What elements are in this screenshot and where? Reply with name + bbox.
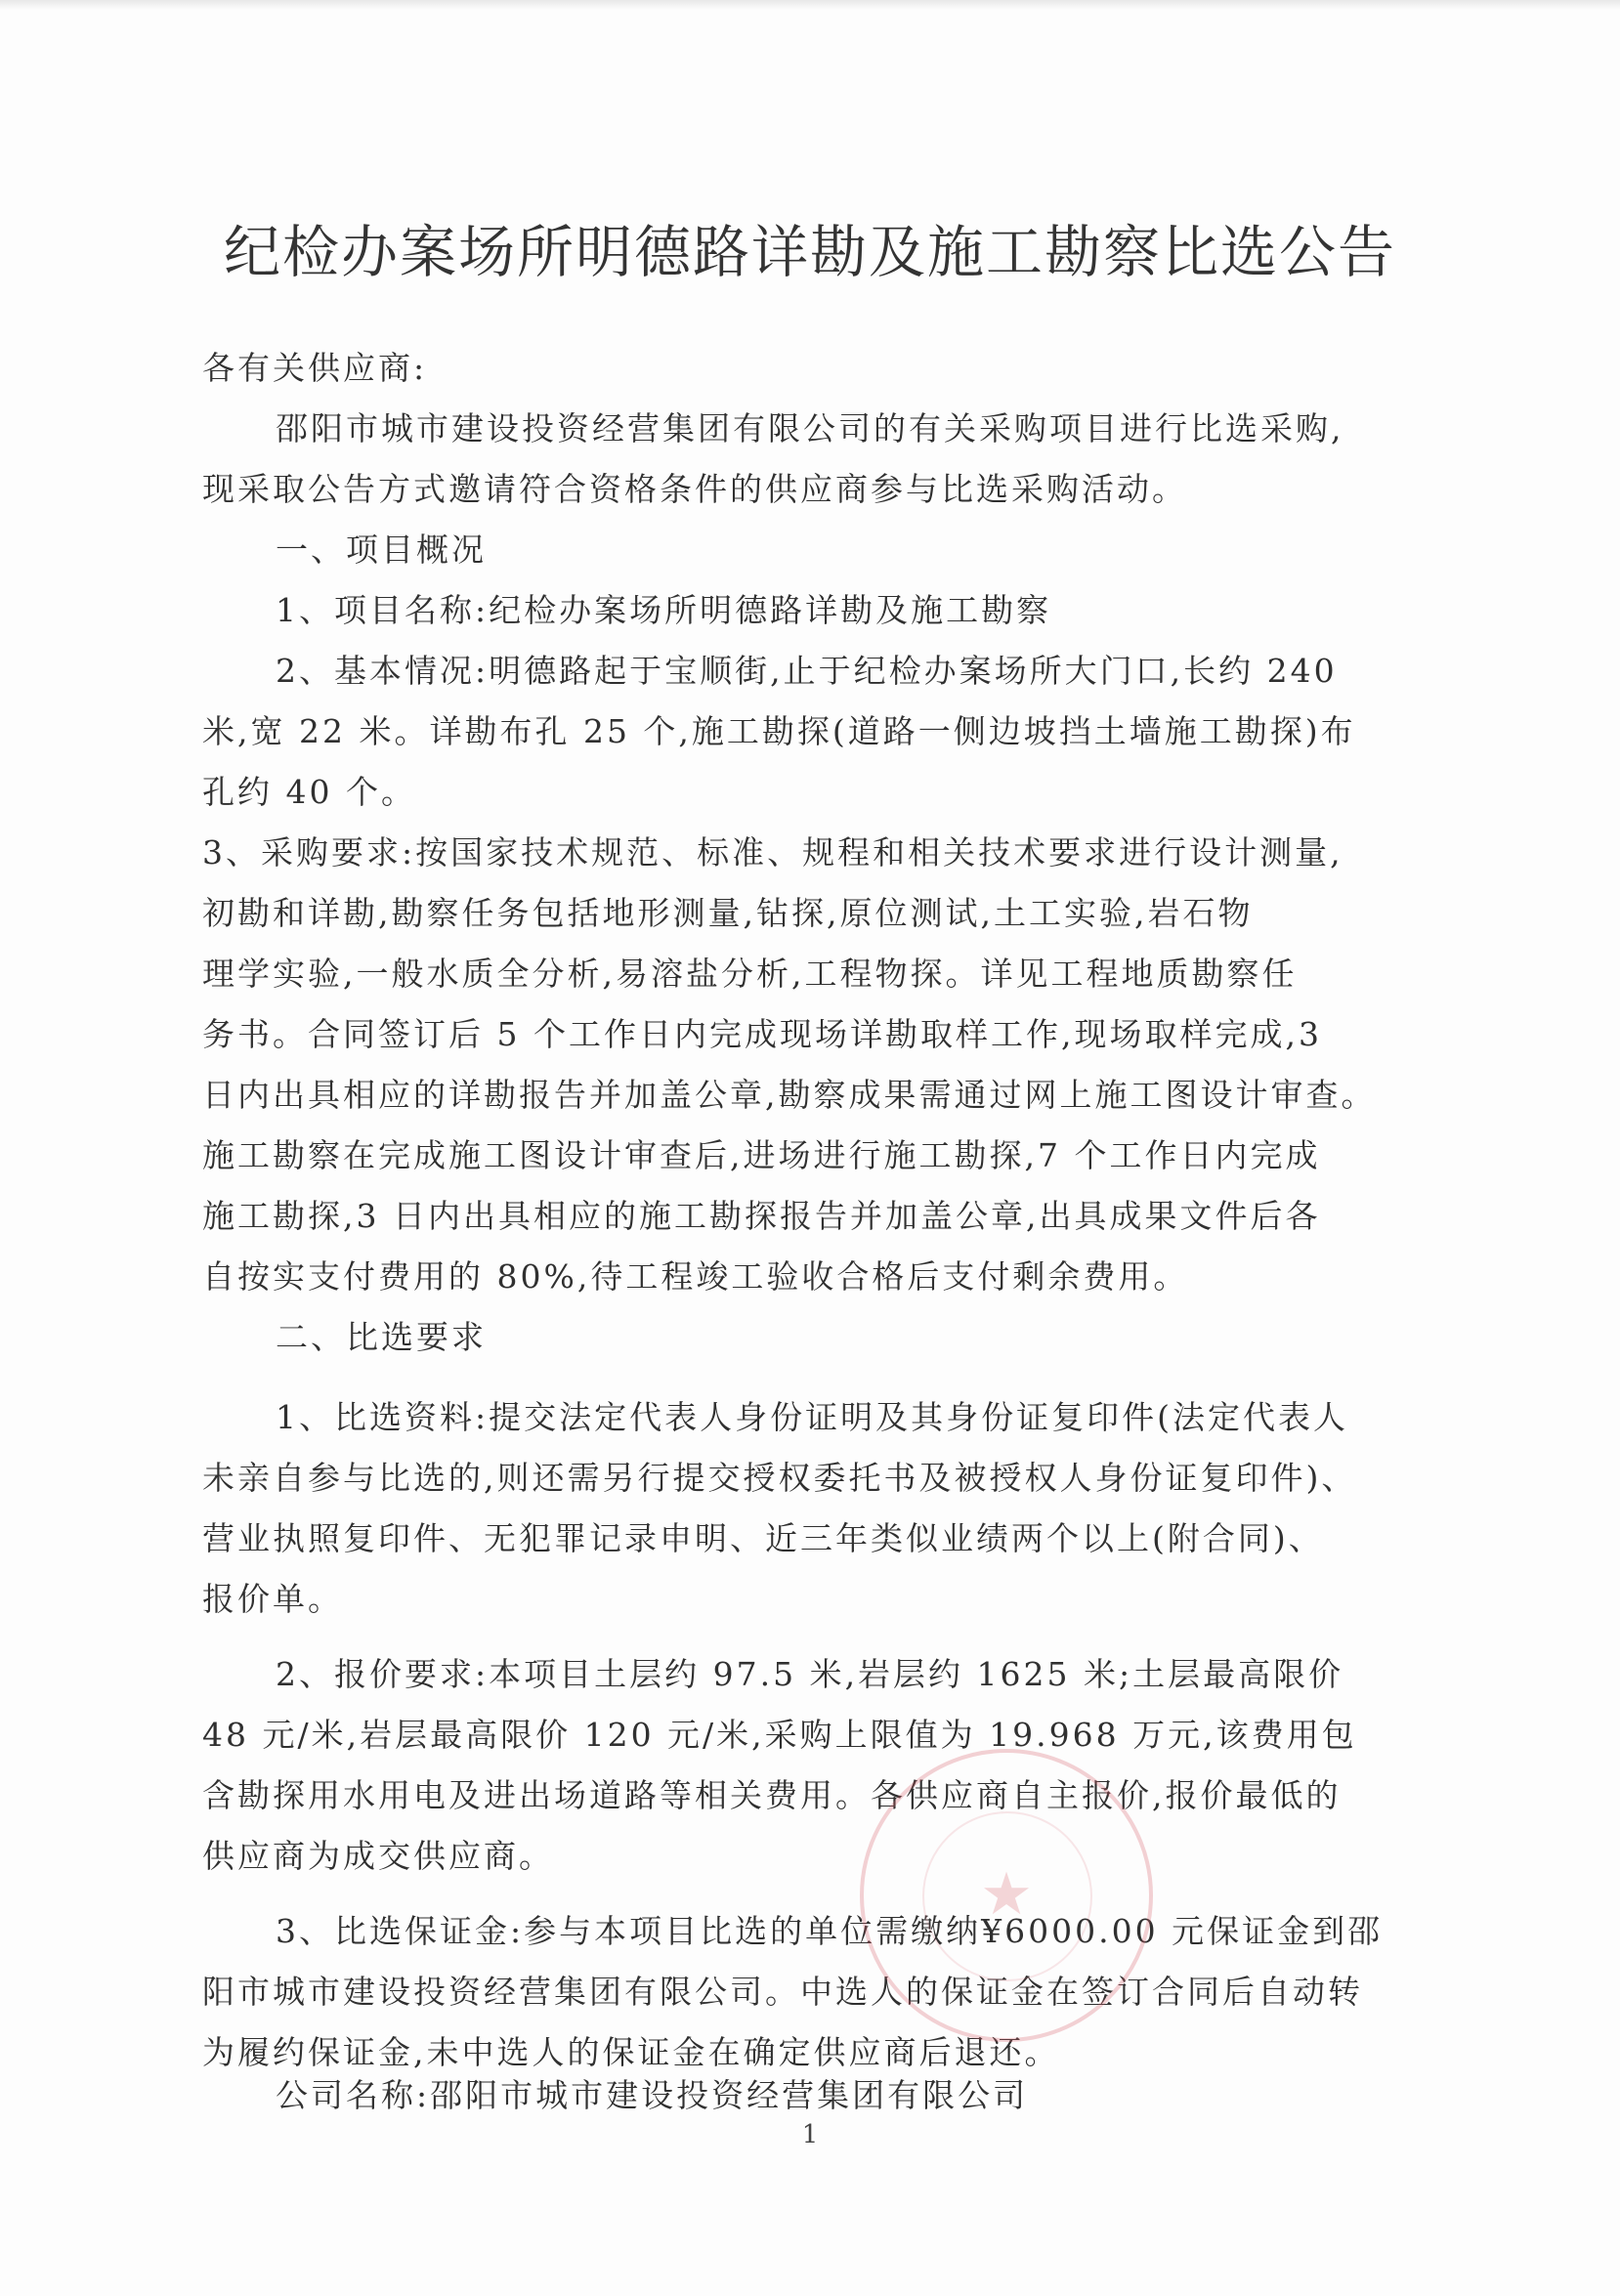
scan-edge bbox=[0, 0, 1620, 10]
project-item: 米,宽 22 米。详勘布孔 25 个,施工勘探(道路一侧边坡挡土墙施工勘探)布 bbox=[202, 712, 1356, 750]
project-item: 务书。合同签订后 5 个工作日内完成现场详勘取样工作,现场取样完成,3 bbox=[202, 1015, 1322, 1053]
document-title: 纪检办案场所明德路详勘及施工勘察比选公告 bbox=[223, 219, 1396, 285]
requirement-item: 3、比选保证金:参与本项目比选的单位需缴纳¥6000.00 元保证金到邵 bbox=[276, 1912, 1384, 1950]
requirement-item: 2、报价要求:本项目土层约 97.5 米,岩层约 1625 米;土层最高限价 bbox=[276, 1655, 1344, 1693]
project-item: 3、采购要求:按国家技术规范、标准、规程和相关技术要求进行设计测量, bbox=[202, 833, 1343, 872]
requirement-item: 未亲自参与比选的,则还需另行提交授权委托书及被授权人身份证复印件)、 bbox=[202, 1459, 1357, 1497]
requirement-item: 为履约保证金,未中选人的保证金在确定供应商后退还。 bbox=[202, 2033, 1060, 2071]
requirement-item: 营业执照复印件、无犯罪记录申明、近三年类似业绩两个以上(附合同)、 bbox=[202, 1519, 1324, 1557]
company-name-line: 公司名称:邵阳市城市建设投资经营集团有限公司 bbox=[276, 2076, 1029, 2114]
requirement-item: 48 元/米,岩层最高限价 120 元/米,采购上限值为 19.968 万元,该费用包 bbox=[202, 1716, 1357, 1754]
project-item: 1、项目名称:纪检办案场所明德路详勘及施工勘察 bbox=[276, 591, 1052, 629]
project-item: 初勘和详勘,勘察任务包括地形测量,钻探,原位测试,土工实验,岩石物 bbox=[202, 894, 1254, 932]
requirement-item: 含勘探用水用电及进出场道路等相关费用。各供应商自主报价,报价最低的 bbox=[202, 1776, 1342, 1814]
greeting: 各有关供应商: bbox=[202, 349, 428, 387]
page-number: 1 bbox=[801, 2120, 819, 2149]
project-item: 施工勘察在完成施工图设计审查后,进场进行施工勘探,7 个工作日内完成 bbox=[202, 1136, 1321, 1174]
requirement-item: 报价单。 bbox=[202, 1580, 343, 1618]
project-item: 理学实验,一般水质全分析,易溶盐分析,工程物探。详见工程地质勘察任 bbox=[202, 955, 1298, 993]
section-heading: 一、项目概况 bbox=[276, 531, 487, 569]
project-item: 2、基本情况:明德路起于宝顺街,止于纪检办案场所大门口,长约 240 bbox=[276, 652, 1338, 690]
intro-line: 邵阳市城市建设投资经营集团有限公司的有关采购项目进行比选采购, bbox=[276, 409, 1344, 447]
project-item: 施工勘探,3 日内出具相应的施工勘探报告并加盖公章,出具成果文件后各 bbox=[202, 1197, 1321, 1235]
project-item: 日内出具相应的详勘报告并加盖公章,勘察成果需通过网上施工图设计审查。 bbox=[202, 1076, 1377, 1114]
section-heading: 二、比选要求 bbox=[276, 1318, 487, 1356]
requirement-item: 供应商为成交供应商。 bbox=[202, 1837, 554, 1875]
intro-line: 现采取公告方式邀请符合资格条件的供应商参与比选采购活动。 bbox=[202, 470, 1187, 508]
project-item: 孔约 40 个。 bbox=[202, 773, 416, 811]
official-seal bbox=[860, 1749, 1153, 2042]
requirement-item: 阳市城市建设投资经营集团有限公司。中选人的保证金在签订合同后自动转 bbox=[202, 1973, 1363, 2011]
project-item: 自按实支付费用的 80%,待工程竣工验收合格后支付剩余费用。 bbox=[202, 1257, 1189, 1296]
seal-star-icon: ★ bbox=[980, 1860, 1033, 1929]
requirement-item: 1、比选资料:提交法定代表人身份证明及其身份证复印件(法定代表人 bbox=[276, 1398, 1348, 1436]
